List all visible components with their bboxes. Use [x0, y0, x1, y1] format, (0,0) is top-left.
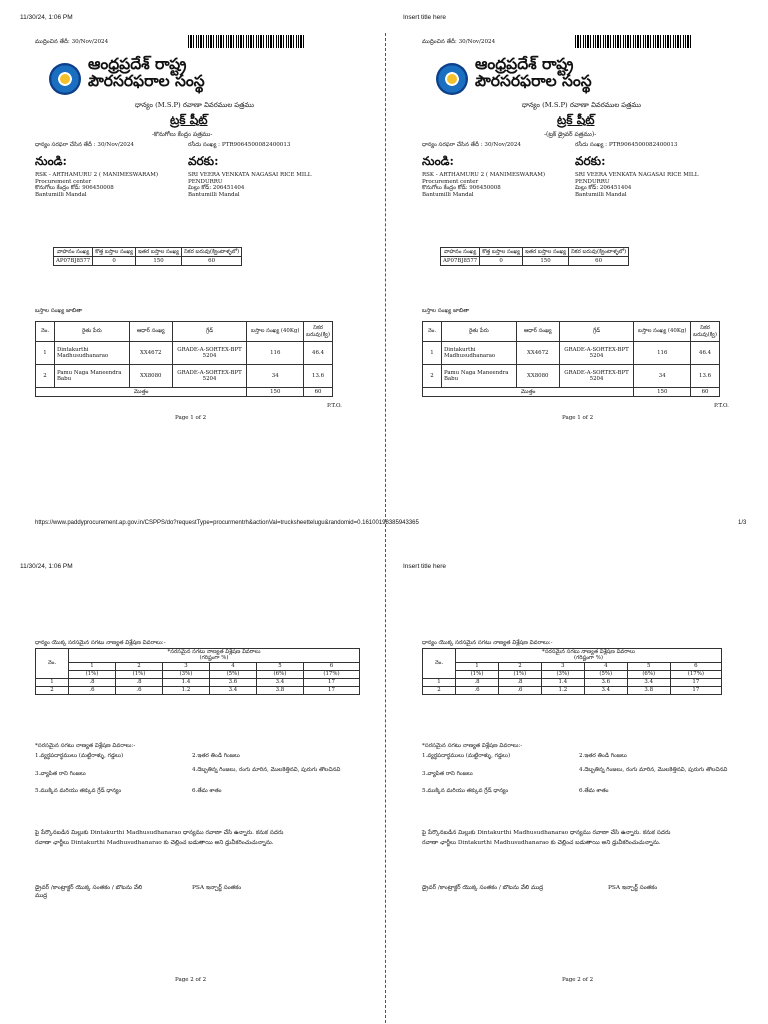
to-heading: వరకు:: [575, 154, 606, 168]
legend-title: *సరసమైన సగటు నాణ్యత విశ్లేషణ వివరాలు:-: [422, 743, 523, 749]
table-row: 2 Pamu Naga Maneendra Babu XX8080 GRADE-A-SORTEX-BPT 5204 34 13.6: [423, 365, 720, 388]
declaration: పై పేర్కొనబడిన మిల్లుకు Dintakurthi Madhusudhanarao ధాన్యము రవాణా చేసి ఉన్నారు. కనుక సదరు రవాణా ఛార్జీలు Dintakurthi Madhusudhanarao కు చెల్లించ బడుతాయి అని ధ్రువీకరించుచున్నాను.: [422, 830, 671, 846]
bag-list-caption: బస్తాల సంఖ్య జాబితా: [422, 308, 470, 314]
org-name: ఆంధ్రప్రదేశ్ రాష్ట్ర పౌరసరఫరాల సంస్థ: [475, 54, 592, 90]
print-timestamp-2: 11/30/24, 1:06 PM: [20, 563, 73, 570]
truck-sheet-driver-copy: [422, 35, 752, 425]
receipt-no: రసీదు సంఖ్య : PTR9064500082400013: [575, 142, 678, 148]
pto: P.T.O.: [714, 403, 729, 409]
psa-signature-label: PSA ఇన్చార్జ్ సంతకం: [192, 885, 242, 891]
to-heading: వరకు:: [188, 154, 219, 168]
table-row: 2 .6 .6 1.2 3.4 3.8 17: [423, 686, 722, 694]
vehicle-table: వాహనం సంఖ్య కొత్త బస్తాల సంఖ్య ఇతర బస్తాల సంఖ్య నికర బరువు(క్వింటాళ్ళలో) AP07BJ8577 0 150 60: [440, 247, 629, 266]
tab-title: Insert title here: [403, 14, 446, 21]
table-row: 1 .8 .8 1.4 3.6 3.4 17: [423, 678, 722, 686]
legend-item: 2.ఇతర తిండి గింజలు: [192, 753, 240, 759]
page-number: Page 2 of 2: [175, 977, 207, 983]
barcode: [575, 35, 693, 48]
legend-item: 4.దెబ్బతిన్న గింజలు, రంగు మారిన, మొలకెత్తినవి, పురుగు తొలచినవి: [192, 767, 341, 773]
quality-sheet-driver-copy: [422, 635, 752, 995]
print-date: ముద్రించిన తేదీ: 30/Nov/2024: [422, 39, 496, 45]
table-row: 2 .6 .6 1.2 3.4 3.8 17: [36, 686, 360, 694]
page-number: Page 1 of 2: [562, 415, 594, 421]
receipt-no: రసీదు సంఖ్య : PTR9064500082400013: [188, 142, 291, 148]
farmer-table: నెం. రైతు పేరు ఆధార్ సంఖ్య గ్రేడ్ బస్తాల సంఖ్య (40Kg) నికర బరువు(క్వి) 1 Dintakurthi Madhusudhanarao XX4672 GRADE-A-SORTEX-BPT 5204 116 46.4 2 Pamu Naga Maneendra Babu XX8080 GRADE-A-SORTEX-BPT 5204 34 13.6 మొత్తం 150 60: [422, 321, 720, 397]
copy-label: -(ట్రక్ డ్రైవర్ పత్రము)-: [544, 131, 597, 138]
farmer-table: నెం. రైతు పేరు ఆధార్ సంఖ్య గ్రేడ్ బస్తాల సంఖ్య (40Kg) నికర బరువు(క్వి) 1 Dintakurthi Madhusudhanarao XX4672 GRADE-A-SORTEX-BPT 5204 116 46.4 2 Pamu Naga Maneendra Babu XX8080 GRADE-A-SORTEX-BPT 5204 34 13.6 మొత్తం 150 60: [35, 321, 333, 397]
tab-title-2: Insert title here: [403, 563, 446, 570]
legend-item: 4.దెబ్బతిన్న గింజలు, రంగు మారిన, మొలకెత్తినవి, పురుగు తొలచినవి: [579, 767, 728, 773]
page-number: Page 2 of 2: [562, 977, 594, 983]
to-address: SRI VEERA VENKATA NAGASAI RICE MILL PENDURRU మిల్లు కోడ్: 206451404 Bantumilli Mandal: [188, 172, 312, 198]
from-heading: నుండి:: [422, 154, 454, 168]
doc-title: ట్రక్ షీట్: [557, 113, 595, 127]
table-row: 2 Pamu Naga Maneendra Babu XX8080 GRADE-A-SORTEX-BPT 5204 34 13.6: [36, 365, 333, 388]
from-address: RSK - ARTHAMURU 2 ( MANIMESWARAM) Procurement center కొనుగోలు కేంద్రం కోడ్: 906450008 Bantumilli Mandal: [35, 172, 159, 198]
legend-item: 5.ముక్కిన మరియు తక్కువ గ్రేడ్ ధాన్యం: [422, 788, 509, 794]
print-timestamp: 11/30/24, 1:06 PM: [20, 14, 73, 21]
truck-sheet-farmer-copy: [35, 35, 365, 425]
declaration: పై పేర్కొనబడిన మిల్లుకు Dintakurthi Madhusudhanarao ధాన్యము రవాణా చేసి ఉన్నారు. కనుక సదరు రవాణా ఛార్జీలు Dintakurthi Madhusudhanarao కు చెల్లించ బడుతాయి అని ధ్రువీకరించుచున్నాను.: [35, 830, 284, 846]
vehicle-table: వాహనం సంఖ్య కొత్త బస్తాల సంఖ్య ఇతర బస్తాల సంఖ్య నికర బరువు(క్వింటాళ్ళలో) AP07BJ8577 0 150 60: [53, 247, 242, 266]
legend-item: 1.వ్యర్థపదార్థములు (మట్టిరాళ్ళు, గడ్డలు): [422, 753, 511, 759]
legend-item: 6.తేమ శాతం: [579, 788, 609, 794]
legend-item: 5.ముక్కిన మరియు తక్కువ గ్రేడ్ ధాన్యం: [35, 788, 122, 794]
legend-item: 3.వ్యాపిత రాని గింజలు: [422, 771, 473, 777]
pto: P.T.O.: [327, 403, 342, 409]
from-heading: నుండి:: [35, 154, 67, 168]
legend-item: 1.వ్యర్థపదార్థములు (మట్టిరాళ్ళు, గడ్డలు): [35, 753, 124, 759]
legend-title: *సరసమైన సగటు నాణ్యత విశ్లేషణ వివరాలు:-: [35, 743, 136, 749]
table-row: 1 Dintakurthi Madhusudhanarao XX4672 GRADE-A-SORTEX-BPT 5204 116 46.4: [36, 342, 333, 365]
quality-table: నెం. *సరసమైన సగటు నాణ్యత విశ్లేషణ వివరాలు (గరిష్టంగా %) 1 2 3 4 5 6 (1%) (1%) (3%) (5%) (6%) (17%) 1 .8 .8 1.4 3.6 3.4 17 2 .6 .6 1.2 3.4 3.8 17: [422, 648, 722, 695]
doc-subtitle: ధాన్యం (M.S.P) రవాణా వివరముల పత్రము: [135, 101, 254, 109]
supply-date: ధాన్యం సరఫరా చేసిన తేదీ : 30/Nov/2024: [35, 142, 134, 148]
apcsc-logo-icon: [436, 63, 468, 95]
apcsc-logo-icon: [49, 63, 81, 95]
doc-title: ట్రక్ షీట్: [170, 113, 208, 127]
legend-item: 6.తేమ శాతం: [192, 788, 222, 794]
to-address: SRI VEERA VENKATA NAGASAI RICE MILL PENDURRU మిల్లు కోడ్: 206451404 Bantumilli Mandal: [575, 172, 699, 198]
barcode: [188, 35, 306, 48]
driver-signature-label: డ్రైవర్ /కాంట్రాక్టర్ యొక్క సంతకం / బొటను వేలి ముద్ర: [422, 885, 544, 891]
driver-signature-label: డ్రైవర్ /కాంట్రాక్టర్ యొక్క సంతకం / బొటను వేలి ముద్ర: [35, 885, 143, 899]
table-row: 1 Dintakurthi Madhusudhanarao XX4672 GRADE-A-SORTEX-BPT 5204 116 46.4: [423, 342, 720, 365]
page-url[interactable]: https://www.paddyprocurement.ap.gov.in/CSPPS/do?requestType=procurmentrh&actionVal=trucksheettelugu&randomid=0.16100198385943365: [35, 520, 419, 526]
table-row: 1 .8 .8 1.4 3.6 3.4 17: [36, 678, 360, 686]
quality-sheet-farmer-copy: [35, 635, 365, 995]
psa-signature-label: PSA ఇన్చార్జ్ సంతకం: [608, 885, 658, 891]
quality-caption: ధాన్యం యొక్క సరసమైన సగటు నాణ్యత విశ్లేషణ వివరాలు:-: [35, 640, 166, 646]
from-address: RSK - ARTHAMURU 2 ( MANIMESWARAM) Procurement center కొనుగోలు కేంద్రం కోడ్: 906450008 Bantumilli Mandal: [422, 172, 546, 198]
doc-subtitle: ధాన్యం (M.S.P) రవాణా వివరముల పత్రము: [522, 101, 641, 109]
legend-item: 3.వ్యాపిత రాని గింజలు: [35, 771, 86, 777]
supply-date: ధాన్యం సరఫరా చేసిన తేదీ : 30/Nov/2024: [422, 142, 521, 148]
quality-caption: ధాన్యం యొక్క సరసమైన సగటు నాణ్యత విశ్లేషణ వివరాలు:-: [422, 640, 553, 646]
org-name: ఆంధ్రప్రదేశ్ రాష్ట్ర పౌరసరఫరాల సంస్థ: [88, 54, 205, 90]
quality-table: నెం. *సరసమైన సగటు నాణ్యత విశ్లేషణ వివరాలు (గరిష్టంగా %) 1 2 3 4 5 6 (1%) (1%) (3%) (5%) (6%) (17%) 1 .8 .8 1.4 3.6 3.4 17 2 .6 .6 1.2 3.4 3.8 17: [35, 648, 360, 695]
legend-item: 2.ఇతర తిండి గింజలు: [579, 753, 627, 759]
print-date: ముద్రించిన తేదీ: 30/Nov/2024: [35, 39, 109, 45]
copy-label: -కొనుగోలు కేంద్రం పత్రము-: [152, 131, 213, 138]
page-count: 1/3: [738, 520, 747, 526]
cut-line: [385, 33, 386, 1023]
page-number: Page 1 of 2: [175, 415, 207, 421]
bag-list-caption: బస్తాల సంఖ్య జాబితా: [35, 308, 83, 314]
